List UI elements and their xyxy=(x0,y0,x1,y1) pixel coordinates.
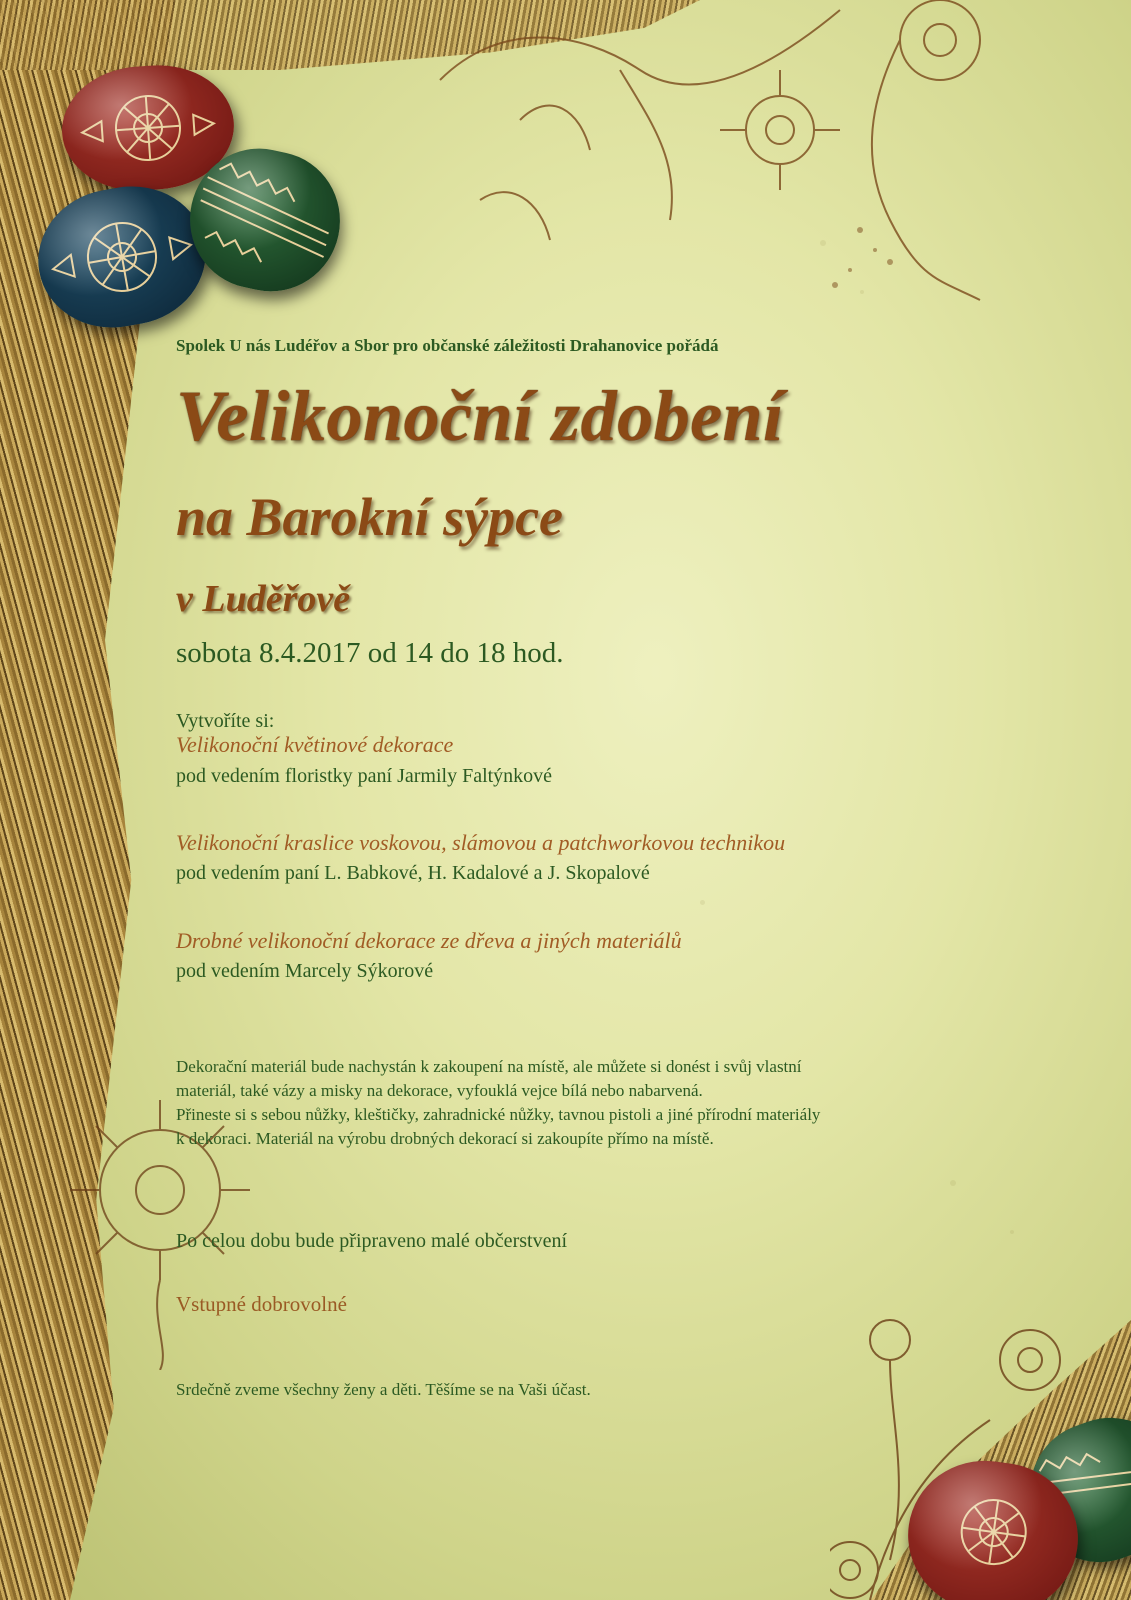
workshop-title: Velikonoční květinové dekorace xyxy=(176,732,454,757)
workshop-title: Velikonoční kraslice voskovou, slámovou a patchworkovou technikou xyxy=(176,830,786,855)
materials-info xyxy=(176,1055,1066,1151)
event-date: sobota 8.4.2017 od 14 do 18 hod. xyxy=(176,637,564,669)
workshop-leader: pod vedením paní L. Babkové, H. Kadalové a J. Skopalové xyxy=(176,862,650,884)
refreshments-note: Po celou dobu bude připraveno malé občerstvení xyxy=(176,1230,567,1252)
workshop-leader: pod vedením floristky paní Jarmily Faltýnkové xyxy=(176,765,553,787)
info-line: Dekorační materiál bude nachystán k zakoupení na místě, ale můžete si donést i svůj vlastní xyxy=(176,1057,802,1076)
info-line: Přineste si s sebou nůžky, kleštičky, zahradnické nůžky, tavnou pistoli a jiné přírodní materiály xyxy=(176,1105,821,1124)
workshop-title: Drobné velikonoční dekorace ze dřeva a jiných materiálů xyxy=(176,928,682,953)
entry-fee-note: Vstupné dobrovolné xyxy=(176,1292,347,1316)
workshop-leader: pod vedením Marcely Sýkorové xyxy=(176,960,434,982)
poster-title: Velikonoční zdobení xyxy=(176,376,784,456)
floral-doodle-top-icon xyxy=(420,0,1020,320)
invitation-note: Srdečně zveme všechny ženy a děti. Těšíme se na Vaši účast. xyxy=(176,1380,591,1399)
workshops-lead: Vytvoříte si: xyxy=(176,710,275,732)
organizer-line: Spolek U nás Ludéřov a Sbor pro občanské záležitosti Drahanovice pořádá xyxy=(176,336,719,355)
poster-subtitle: na Barokní sýpce xyxy=(176,487,564,547)
easter-egg-red-bottom xyxy=(898,1451,1087,1600)
info-line: materiál, také vázy a misky na dekorace, vyfouklá vejce bílá nebo nabarvená. xyxy=(176,1081,703,1100)
info-line: k dekoraci. Materiál na výrobu drobných dekorací si zakoupíte přímo na místě. xyxy=(176,1129,714,1148)
event-place: v Luděřově xyxy=(176,578,351,620)
